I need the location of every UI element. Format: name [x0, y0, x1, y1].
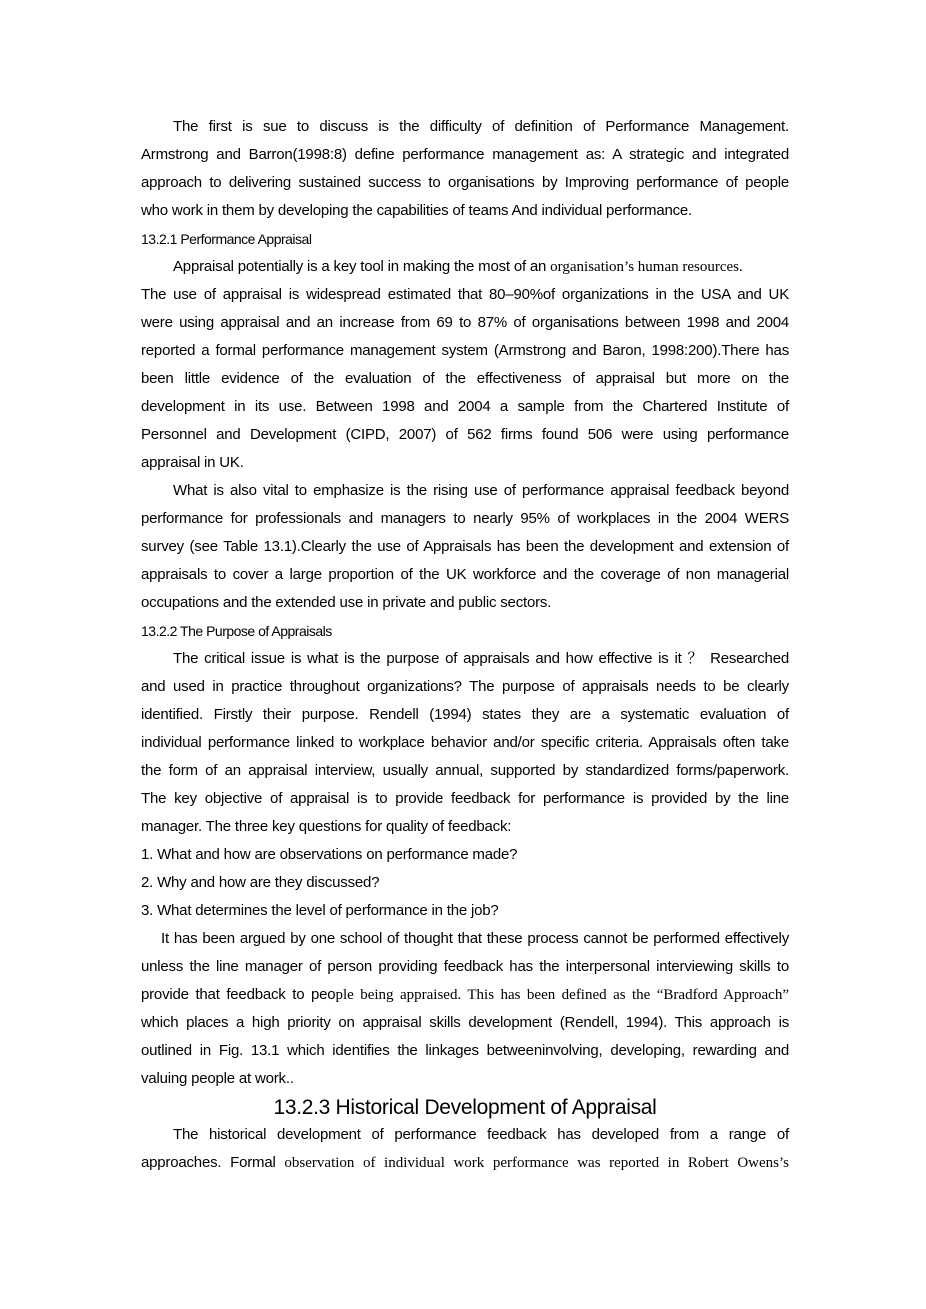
paragraph-bradford-approach	[141, 925, 789, 1093]
text-line: approach to delivering sustained success to organisations by Improving performance of people	[141, 174, 789, 191]
text-line: occupations and the extended use in private and public sectors.	[141, 594, 552, 611]
document-page	[141, 113, 789, 1177]
text-line: outlined in Fig. 13.1 which identifies the linkages betweeninvolving, developing, rewarding and	[141, 1042, 789, 1059]
text-line	[141, 981, 789, 1009]
text-line: individual performance linked to workplace behavior and/or specific criteria. Appraisals often take	[141, 734, 789, 751]
text-line: What is also vital to emphasize is the rising use of performance appraisal feedback beyond	[173, 482, 789, 499]
text-line	[141, 1149, 789, 1177]
paragraph-feedback-use	[141, 477, 789, 617]
text-line: valuing people at work..	[141, 1070, 294, 1087]
text-line: identified. Firstly their purpose. Rendell (1994) states they are a systematic evaluation of	[141, 706, 789, 723]
text-line: and used in practice throughout organizations? The purpose of appraisals needs to be clearly	[141, 678, 789, 695]
text-line: appraisal in UK.	[141, 454, 244, 471]
text-line: who work in them by developing the capabilities of teams And individual performance.	[141, 202, 693, 219]
text-line: were using appraisal and an increase from 69 to 87% of organisations between 1998 and 2004	[141, 314, 789, 331]
list-item: 3. What determines the level of performance in the job?	[141, 902, 499, 919]
text-line: development in its use. Between 1998 and 2004 a sample from the Chartered Institute of	[141, 398, 789, 415]
text-line: The key objective of appraisal is to provide feedback for performance is provided by the line	[141, 790, 789, 807]
text-line	[141, 253, 789, 281]
text-line: been little evidence of the evaluation of the effectiveness of appraisal but more on the	[141, 370, 789, 387]
text-line: The historical development of performance feedback has developed from a range of	[173, 1126, 789, 1143]
text-line: reported a formal performance management system (Armstrong and Baron, 1998:200).There has	[141, 342, 789, 359]
list-item: 2. Why and how are they discussed?	[141, 874, 380, 891]
subheading-purpose-of-appraisals: 13.2.2 The Purpose of Appraisals	[141, 623, 332, 639]
text-segment: ple being appraised. This has been defined as the “Bradford Approach”	[335, 987, 789, 1003]
text-line: performance for professionals and managers to nearly 95% of workplaces in the 2004 WERS	[141, 510, 789, 527]
feedback-questions-list	[141, 841, 789, 925]
text-segment: organisation’s human resources.	[550, 259, 743, 275]
text-line: the form of an appraisal interview, usually annual, supported by standardized forms/paperwork.	[141, 762, 789, 779]
text-line: survey (see Table 13.1).Clearly the use of Appraisals has been the development and extension of	[141, 538, 789, 555]
subheading-performance-appraisal: 13.2.1 Performance Appraisal	[141, 231, 312, 247]
paragraph-historical	[141, 1121, 789, 1177]
text-segment: provide that feedback to peo	[141, 986, 336, 1003]
list-item: 1. What and how are observations on performance made?	[141, 846, 518, 863]
text-line: unless the line manager of person providing feedback has the interpersonal interviewing skills to	[141, 958, 789, 975]
text-line: The critical issue is what is the purpose of appraisals and how effective is it ？ Researched	[173, 650, 789, 667]
text-segment: Appraisal potentially is a key tool in making the most of an	[173, 258, 551, 275]
paragraph-purpose	[141, 645, 789, 841]
text-segment: observation of individual work performance was reported in Robert Owens’s	[284, 1155, 789, 1171]
text-line: The first is sue to discuss is the difficulty of definition of Performance Management.	[173, 118, 789, 135]
text-line: Armstrong and Barron(1998:8) define performance management as: A strategic and integrated	[141, 146, 789, 163]
section-heading-historical-development: 13.2.3 Historical Development of Appraisal	[273, 1096, 657, 1119]
text-line: The use of appraisal is widespread estimated that 80–90%of organizations in the USA and UK	[141, 286, 789, 303]
text-line: Personnel and Development (CIPD, 2007) of 562 firms found 506 were using performance	[141, 426, 789, 443]
text-line: It has been argued by one school of thought that these process cannot be performed effectively	[161, 930, 789, 947]
paragraph-definition	[141, 113, 789, 225]
text-line: appraisals to cover a large proportion of the UK workforce and the coverage of non managerial	[141, 566, 789, 583]
text-segment: approaches. Formal	[141, 1154, 285, 1171]
paragraph-appraisal-tool	[141, 253, 789, 477]
text-line: manager. The three key questions for quality of feedback:	[141, 818, 512, 835]
text-line: which places a high priority on appraisal skills development (Rendell, 1994). This approach is	[141, 1014, 789, 1031]
